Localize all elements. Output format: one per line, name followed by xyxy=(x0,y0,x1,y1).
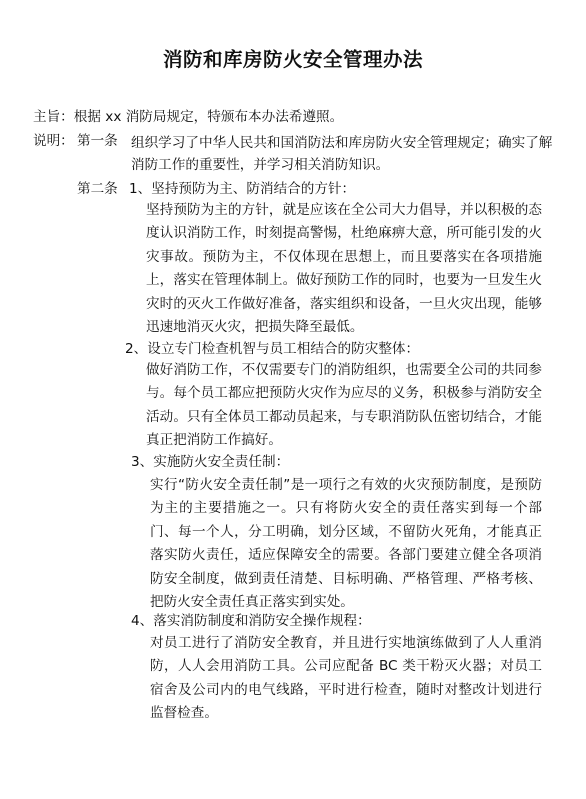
section-4-title: 4、落实消防制度和消防安全操作规程： xyxy=(131,613,371,629)
intro-label: 主旨： xyxy=(33,109,74,125)
explanation-label: 说明： xyxy=(33,133,74,149)
article-1-label: 第一条 xyxy=(77,133,118,149)
document-title: 消防和库房防火安全管理办法 xyxy=(162,48,423,71)
intro-text: 根据 xx 消防局规定，特颁布本办法希遵照。 xyxy=(73,109,344,125)
section-3-title: 3、实施防火安全责任制： xyxy=(131,454,290,470)
intro-line xyxy=(33,108,343,126)
section-2-title: 2、设立专门检查机智与员工相结合的防灾整体： xyxy=(125,341,420,357)
section-3-body: 实行“防火安全责任制”是一项行之有效的火灾预防制度，是预防为主的主要措施之一。只有将防火安全的责任落实到每一个部门、每一个人，分工明确，划分区域，不留防火死角，才能真正落实防火责任，适应保障安全的需要。各部门要建立健全各项消防安全制度，做到责任清楚、目标明确、严格管理、严格考核、把防火安全责任真正落实到实处。 xyxy=(150,477,542,611)
section-4-body: 对员工进行了消防安全教育，并且进行实地演练做到了人人重消防，人人会用消防工具。公司应配备 BC 类干粉灭火器；对员工宿舍及公司内的电气线路，平时进行检查，随时对整改计划进行监督检查。 xyxy=(150,635,542,722)
article-1-text: 组织学习了中华人民共和国消防法和库房防火安全管理规定；确实了解消防工作的重要性，并学习相关消防知识。 xyxy=(131,135,553,173)
article-2-label: 第二条 xyxy=(77,181,118,197)
section-2-body: 做好消防工作，不仅需要专门的消防组织，也需要全公司的共同参与。每个员工都应把预防火灾作为应尽的义务，积极参与消防安全活动。只有全体员工都动员起来，与专职消防队伍密切结合，才能真正把消防工作搞好。 xyxy=(146,362,542,449)
section-1-body: 坚持预防为主的方针，就是应该在全公司大力倡导，并以积极的态度认识消防工作，时刻提高警惕，杜绝麻痹大意，所可能引发的火灾事故。预防为主，不仅体现在思想上，而且要落实在各项措施上，落实在管理体制上。做好预防工作的同时，也要为一旦发生火灾时的灭火工作做好准备，落实组织和设备，一旦火灾出现，能够迅速地消灭火灾，把损失降至最低。 xyxy=(146,202,542,336)
section-1-title: 1、坚持预防为主、防消结合的方针： xyxy=(129,181,356,197)
